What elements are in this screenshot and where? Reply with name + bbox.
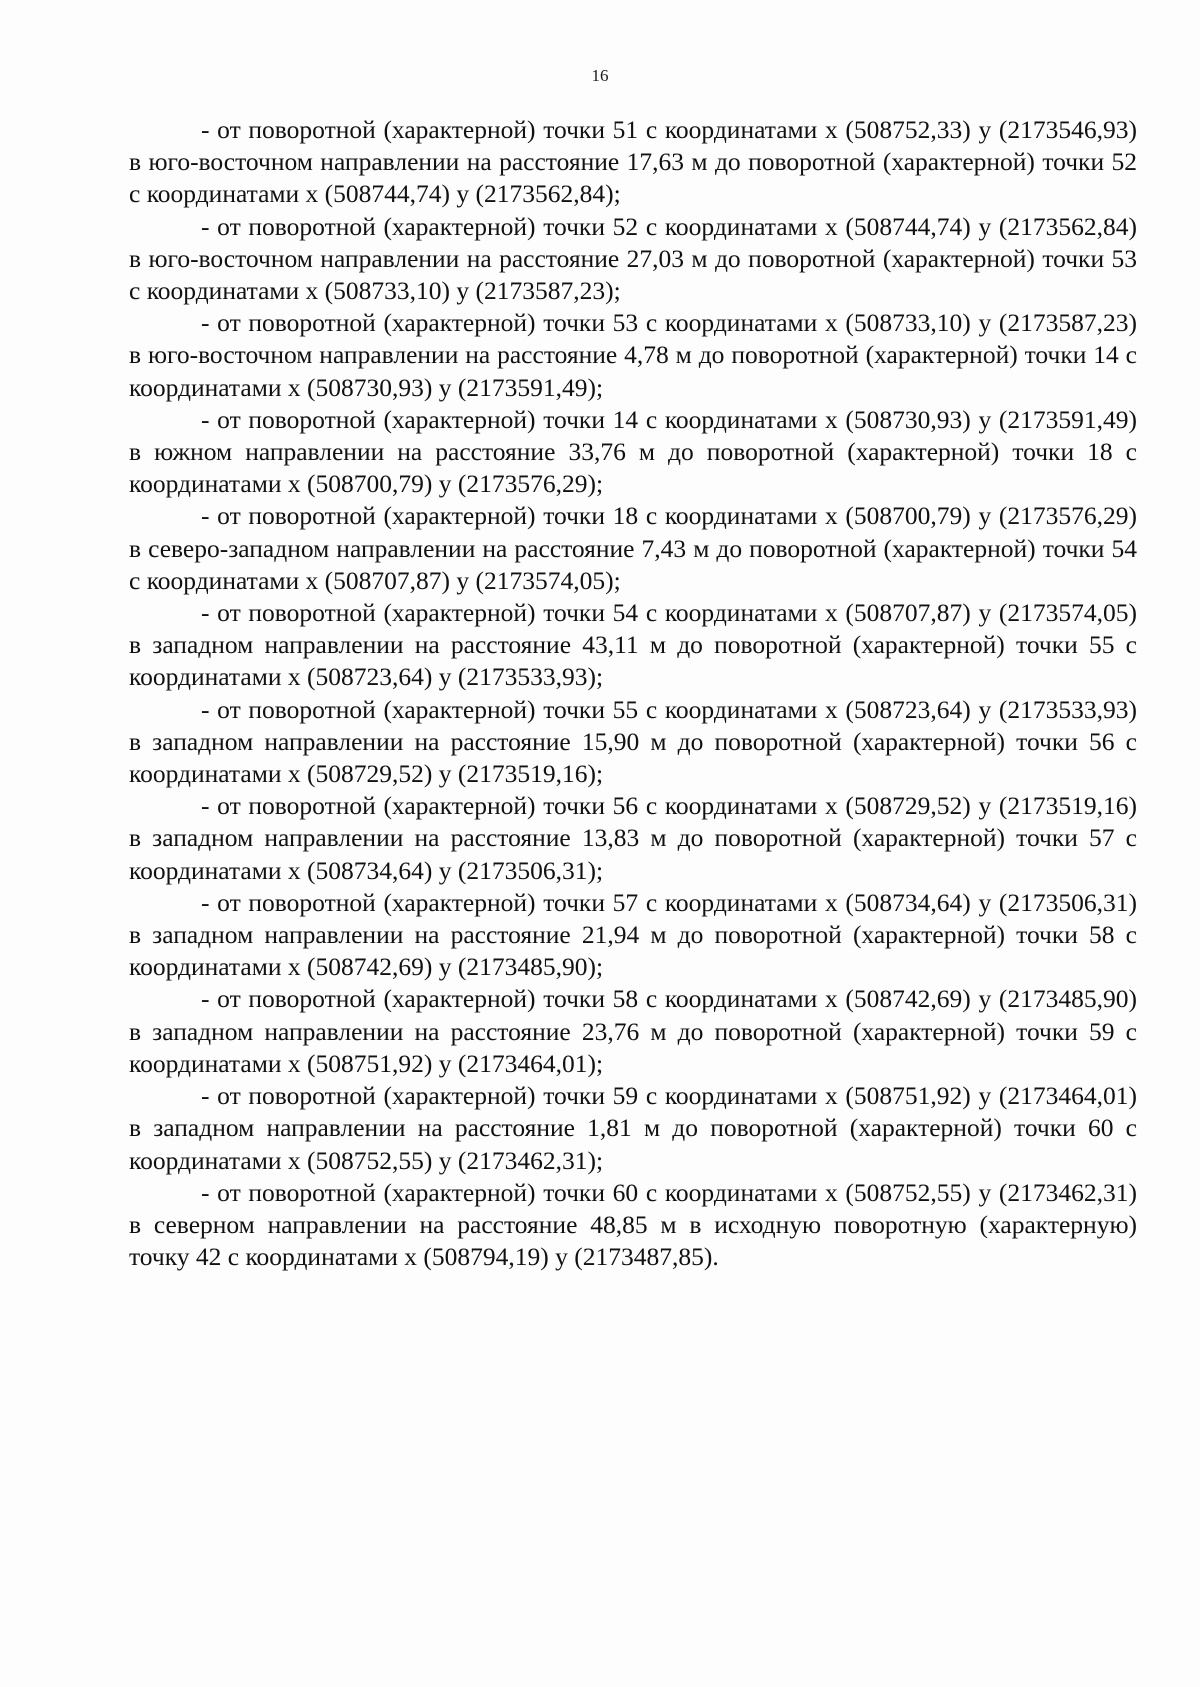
boundary-segment-paragraph: - от поворотной (характерной) точки 57 с координатами х (508734,64) у (2173506,31) в западном направлении на расстояние 21,94 м до поворотной (характерной) точки 58 с координатами х (508742,69) у (2173485,90); bbox=[129, 887, 1137, 982]
boundary-segment-paragraph: - от поворотной (характерной) точки 52 с координатами х (508744,74) у (2173562,84) в юго-восточном направлении на расстояние 27,03 м до поворотной (характерной) точки 53 с координатами х (508733,10) у (2173587,23); bbox=[129, 211, 1137, 306]
boundary-segment-paragraph: - от поворотной (характерной) точки 14 с координатами х (508730,93) у (2173591,49) в южном направлении на расстояние 33,76 м до поворотной (характерной) точки 18 с координатами х (508700,79) у (2173576,29); bbox=[129, 404, 1137, 499]
boundary-segment-paragraph: - от поворотной (характерной) точки 60 с координатами х (508752,55) у (2173462,31) в северном направлении на расстояние 48,85 м в исходную поворотную (характерную) точку 42 с координатами х (508794,19) у (2173487,85). bbox=[129, 1177, 1137, 1272]
boundary-segment-paragraph: - от поворотной (характерной) точки 56 с координатами х (508729,52) у (2173519,16) в западном направлении на расстояние 13,83 м до поворотной (характерной) точки 57 с координатами х (508734,64) у (2173506,31); bbox=[129, 791, 1137, 885]
boundary-segment-paragraph: - от поворотной (характерной) точки 51 с координатами х (508752,33) у (2173546,93) в юго-восточном направлении на расстояние 17,63 м до поворотной (характерной) точки 52 с координатами х (508744,74) у (2173562,84); bbox=[129, 115, 1137, 209]
boundary-segment-paragraph: - от поворотной (характерной) точки 18 с координатами х (508700,79) у (2173576,29) в северо-западном направлении на расстояние 7,43 м до поворотной (характерной) точки 54 с координатами х (508707,87) у (2173574,05); bbox=[129, 501, 1137, 595]
page-number: 16 bbox=[591, 66, 609, 85]
boundary-segment-paragraph: - от поворотной (характерной) точки 58 с координатами х (508742,69) у (2173485,90) в западном направлении на расстояние 23,76 м до поворотной (характерной) точки 59 с координатами х (508751,92) у (2173464,01); bbox=[129, 984, 1137, 1078]
boundary-segment-paragraph: - от поворотной (характерной) точки 55 с координатами х (508723,64) у (2173533,93) в западном направлении на расстояние 15,90 м до поворотной (характерной) точки 56 с координатами х (508729,52) у (2173519,16); bbox=[129, 694, 1137, 789]
boundary-segment-paragraph: - от поворотной (характерной) точки 54 с координатами х (508707,87) у (2173574,05) в западном направлении на расстояние 43,11 м до поворотной (характерной) точки 55 с координатами х (508723,64) у (2173533,93); bbox=[129, 598, 1137, 692]
boundary-segment-paragraph: - от поворотной (характерной) точки 59 с координатами х (508751,92) у (2173464,01) в западном направлении на расстояние 1,81 м до поворотной (характерной) точки 60 с координатами х (508752,55) у (2173462,31); bbox=[129, 1081, 1137, 1175]
boundary-segment-paragraph: - от поворотной (характерной) точки 53 с координатами х (508733,10) у (2173587,23) в юго-восточном направлении на расстояние 4,78 м до поворотной (характерной) точки 14 с координатами х (508730,93) у (2173591,49); bbox=[129, 308, 1137, 402]
boundary-description bbox=[129, 114, 1137, 1273]
